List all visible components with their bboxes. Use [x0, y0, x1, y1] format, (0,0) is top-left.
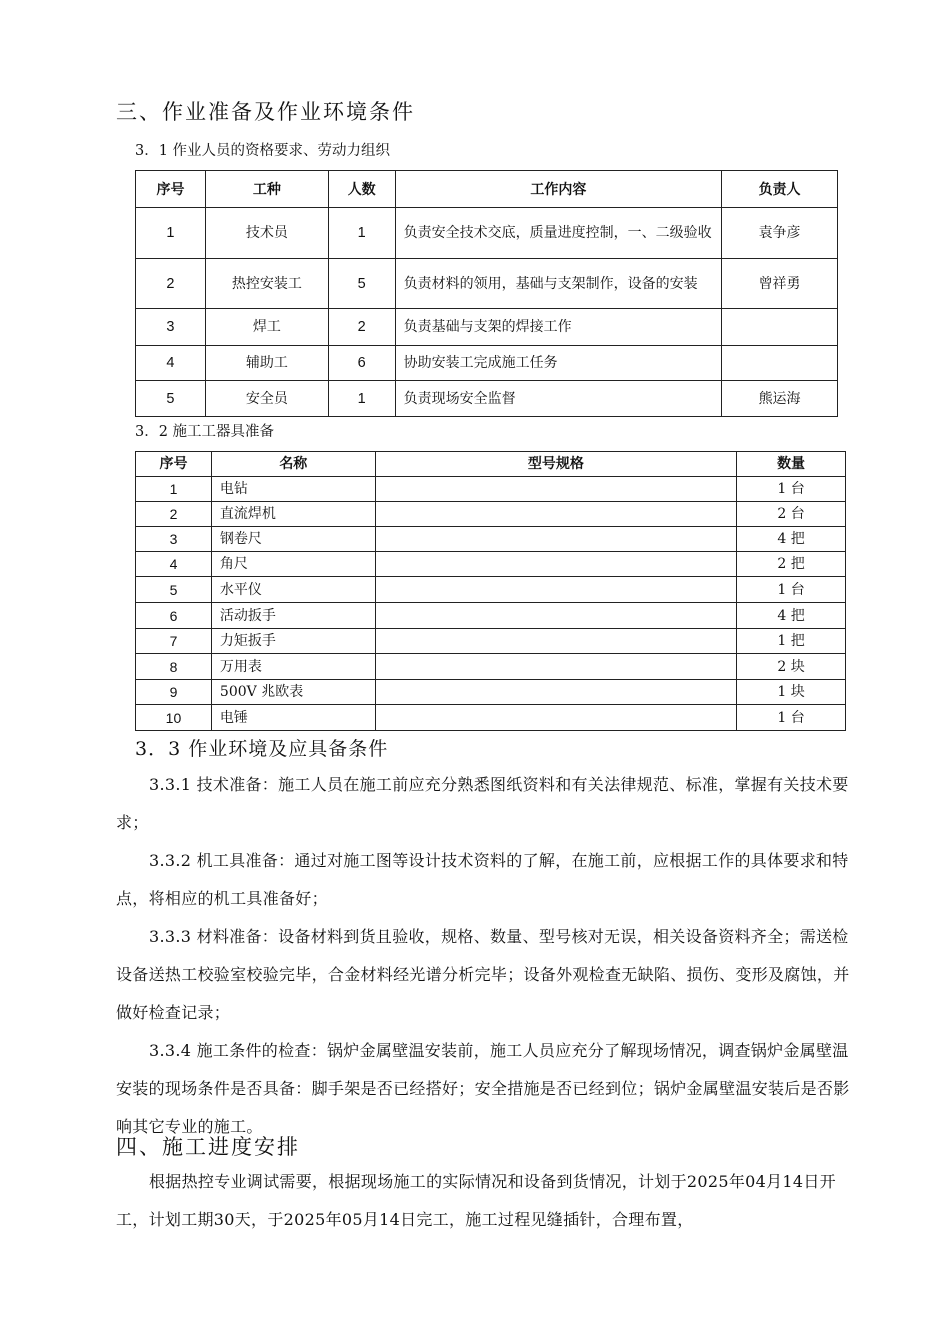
- cell-qty: 2 把: [737, 552, 846, 577]
- cell-qty: 4 把: [737, 527, 846, 552]
- header-no: 序号: [136, 171, 206, 208]
- table-row: [136, 381, 838, 417]
- table-header-row: [136, 452, 846, 477]
- cell-lead: 熊运海: [722, 381, 838, 417]
- cell-no: 9: [136, 680, 212, 705]
- cell-spec: [375, 654, 736, 680]
- table-row: [136, 654, 846, 680]
- cell-no: 8: [136, 654, 212, 680]
- paragraph-3-3-3: 3.3.3 材料准备：设备材料到货且验收，规格、数量、型号核对无误，相关设备资料齐全；需送检设备送热工校验室校验完毕，合金材料经光谱分析完毕；设备外观检查无缺陷、损伤、变形及腐蚀，并做好检查记录；: [116, 927, 850, 1022]
- cell-name: 力矩扳手: [211, 629, 375, 654]
- personnel-table: [135, 170, 838, 417]
- cell-name: 直流焊机: [211, 502, 375, 527]
- cell-lead: 曾祥勇: [722, 259, 838, 309]
- cell-qty: 1 台: [737, 577, 846, 603]
- table-row: [136, 309, 838, 346]
- cell-spec: [375, 527, 736, 552]
- cell-name: 钢卷尺: [211, 527, 375, 552]
- cell-no: 5: [136, 577, 212, 603]
- cell-spec: [375, 502, 736, 527]
- section-3-1-title: 3．1 作业人员的资格要求、劳动力组织: [135, 143, 391, 159]
- cell-lead: [722, 346, 838, 381]
- header-qty: 数量: [737, 452, 846, 477]
- cell-lead: 袁争彦: [722, 208, 838, 259]
- cell-no: 3: [136, 527, 212, 552]
- paragraph-3-3-4: 3.3.4 施工条件的检查：锅炉金属壁温安装前，施工人员应充分了解现场情况，调查锅炉金属壁温安装的现场条件是否具备：脚手架是否已经搭好；安全措施是否已经到位；锅炉金属壁温安装后是否影响其它专业的施工。: [116, 1041, 850, 1136]
- cell-spec: [375, 577, 736, 603]
- table-row: [136, 629, 846, 654]
- table-row: [136, 208, 838, 259]
- section-3-title: 三、作业准备及作业环境条件: [116, 100, 415, 124]
- table-row: [136, 502, 846, 527]
- cell-qty: 2 台: [737, 502, 846, 527]
- table-header-row: [136, 171, 838, 208]
- cell-name: 电锤: [211, 705, 375, 731]
- cell-no: 4: [136, 346, 206, 381]
- cell-count: 5: [328, 259, 395, 309]
- cell-name: 角尺: [211, 552, 375, 577]
- cell-spec: [375, 552, 736, 577]
- cell-count: 6: [328, 346, 395, 381]
- table-row: [136, 603, 846, 629]
- cell-spec: [375, 603, 736, 629]
- table-row: [136, 346, 838, 381]
- section-3-2-title: 3．2 施工工器具准备: [135, 424, 275, 440]
- cell-type: 焊工: [205, 309, 328, 346]
- cell-spec: [375, 477, 736, 502]
- table-row: [136, 477, 846, 502]
- header-no: 序号: [136, 452, 212, 477]
- section-3-3-title: 3．3 作业环境及应具备条件: [135, 738, 389, 760]
- cell-qty: 1 块: [737, 680, 846, 705]
- tools-table: [135, 451, 846, 731]
- cell-no: 1: [136, 477, 212, 502]
- section-4-title: 四、施工进度安排: [116, 1135, 300, 1159]
- cell-content: 负责现场安全监督: [395, 381, 721, 417]
- cell-count: 1: [328, 381, 395, 417]
- cell-no: 5: [136, 381, 206, 417]
- section-4-body: [116, 1163, 860, 1239]
- cell-name: 电钻: [211, 477, 375, 502]
- cell-spec: [375, 705, 736, 731]
- paragraph-4: 根据热控专业调试需要，根据现场施工的实际情况和设备到货情况，计划于2025年04月14日开工，计划工期30天，于2025年05月14日完工，施工过程见缝插针，合理布置，: [116, 1172, 836, 1229]
- cell-count: 1: [328, 208, 395, 259]
- paragraph-3-3-2: 3.3.2 机工具准备：通过对施工图等设计技术资料的了解，在施工前，应根据工作的具体要求和特点，将相应的机工具准备好；: [116, 851, 849, 908]
- cell-type: 安全员: [205, 381, 328, 417]
- table-row: [136, 259, 838, 309]
- cell-no: 2: [136, 259, 206, 309]
- cell-count: 2: [328, 309, 395, 346]
- cell-no: 10: [136, 705, 212, 731]
- table-row: [136, 552, 846, 577]
- paragraph-3-3-1: 3.3.1 技术准备：施工人员在施工前应充分熟悉图纸资料和有关法律规范、标准，掌握有关技术要求；: [116, 775, 849, 832]
- table-row: [136, 527, 846, 552]
- cell-content: 负责安全技术交底，质量进度控制，一、二级验收: [395, 208, 721, 259]
- header-spec: 型号规格: [375, 452, 736, 477]
- header-content: 工作内容: [395, 171, 721, 208]
- cell-type: 技术员: [205, 208, 328, 259]
- cell-lead: [722, 309, 838, 346]
- cell-content: 负责材料的领用，基础与支架制作，设备的安装: [395, 259, 721, 309]
- cell-no: 2: [136, 502, 212, 527]
- cell-type: 辅助工: [205, 346, 328, 381]
- cell-name: 500V 兆欧表: [211, 680, 375, 705]
- cell-no: 1: [136, 208, 206, 259]
- cell-spec: [375, 629, 736, 654]
- cell-qty: 4 把: [737, 603, 846, 629]
- cell-content: 协助安装工完成施工任务: [395, 346, 721, 381]
- table-row: [136, 705, 846, 731]
- table-row: [136, 680, 846, 705]
- header-name: 名称: [211, 452, 375, 477]
- cell-name: 活动扳手: [211, 603, 375, 629]
- cell-no: 6: [136, 603, 212, 629]
- header-lead: 负责人: [722, 171, 838, 208]
- cell-type: 热控安装工: [205, 259, 328, 309]
- cell-name: 水平仪: [211, 577, 375, 603]
- cell-spec: [375, 680, 736, 705]
- cell-no: 3: [136, 309, 206, 346]
- cell-qty: 1 台: [737, 477, 846, 502]
- cell-qty: 2 块: [737, 654, 846, 680]
- table-row: [136, 577, 846, 603]
- cell-no: 7: [136, 629, 212, 654]
- section-3-3-body: [116, 766, 860, 1146]
- cell-no: 4: [136, 552, 212, 577]
- cell-qty: 1 把: [737, 629, 846, 654]
- cell-qty: 1 台: [737, 705, 846, 731]
- cell-content: 负责基础与支架的焊接工作: [395, 309, 721, 346]
- cell-name: 万用表: [211, 654, 375, 680]
- header-count: 人数: [328, 171, 395, 208]
- header-type: 工种: [205, 171, 328, 208]
